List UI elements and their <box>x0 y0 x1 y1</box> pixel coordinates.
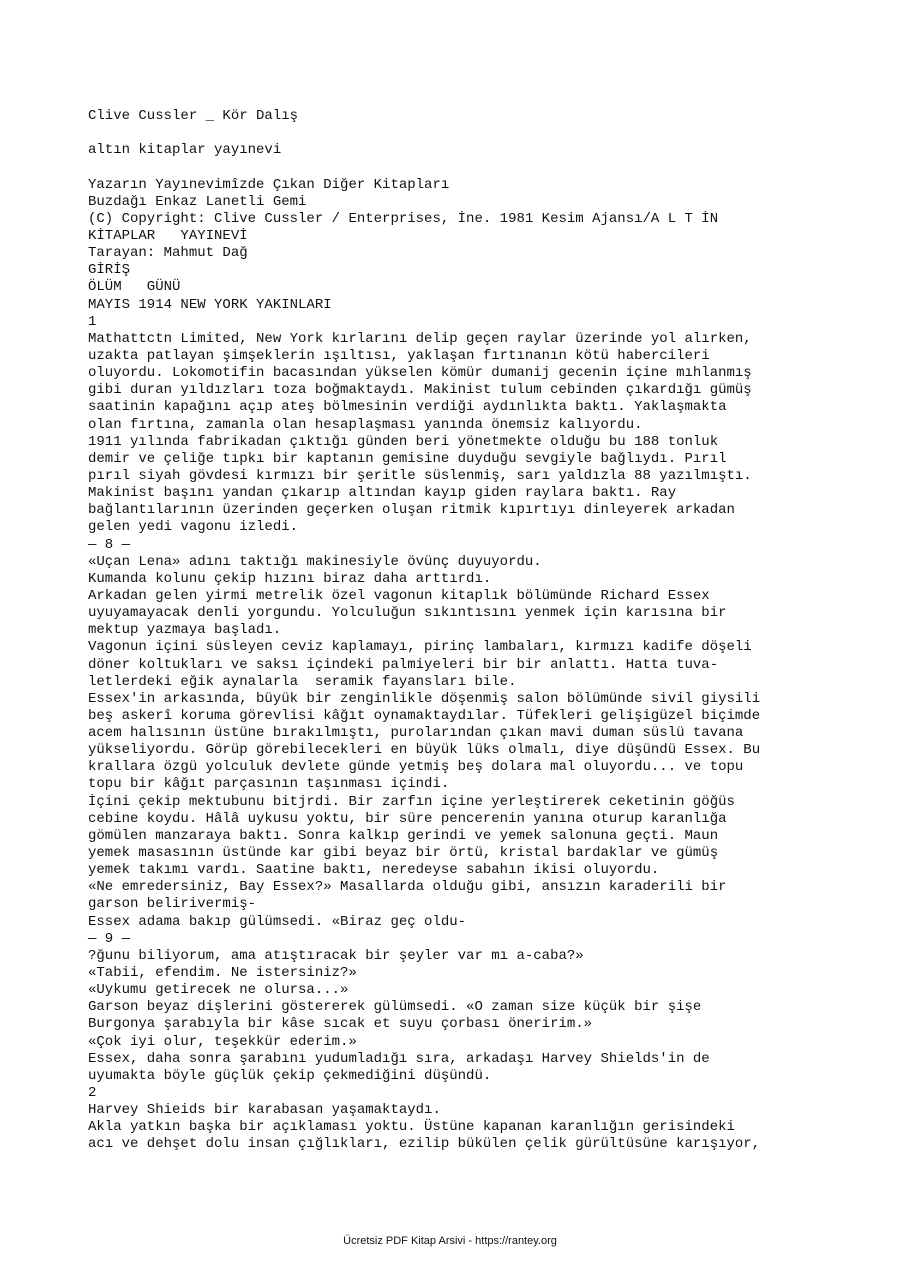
text-line: garson belirivermiş- <box>88 896 257 913</box>
text-line: mektup yazmaya başladı. <box>88 622 282 639</box>
text-line: cebine koydu. Hâlâ uykusu yoktu, bir süre pencerenin yanına oturup karanlığa <box>88 810 727 827</box>
text-line: Mathattctn Limited, New York kırlarını delip geçen raylar üzerinde yol alırken, <box>88 330 752 347</box>
text-line: uyuyamayacak denli yorgundu. Yolculuğun sıkıntısını yenmek için karısına bir <box>88 605 727 622</box>
text-line: uyumakta böyle güçlük çekip çekmediğini düşündü. <box>88 1067 492 1084</box>
text-lines <box>88 177 878 1154</box>
text-line: uzakta patlayan şimşeklerin ışıltısı, yaklaşan fırtınanın kötü habercileri <box>88 347 710 364</box>
text-line: bağlantılarının üzerinden geçerken oluşan ritmik kıpırtıyı dinleyerek arkadan <box>88 502 735 519</box>
text-line: Vagonun içini süsleyen ceviz kaplamayı, pirinç lambaları, kırmızı kadife döşeli <box>88 639 752 656</box>
text-line: gelen yedi vagonu izledi. <box>88 519 299 536</box>
text-line: saatinin kapağını açıp ateş bölmesinin verdiği aydınlıkta baktı. Yaklaşmakta <box>88 399 727 416</box>
blank-line <box>88 159 878 176</box>
text-line: «Tabii, efendim. Ne istersiniz?» <box>88 965 357 982</box>
text-line: Burgonya şarabıyla bir kâse sıcak et suyu çorbası öneririm.» <box>88 1016 593 1033</box>
text-line: demir ve çeliğe tıpkı bir kaptanın gemisine duyduğu sevgiyle bağlıydı. Pırıl <box>88 450 727 467</box>
text-line: «Ne emredersiniz, Bay Essex?» Masallarda olduğu gibi, ansızın karaderili bir <box>88 879 727 896</box>
text-line: olan fırtına, zamanla olan hesaplaşması yanında önemsiz kalıyordu. <box>88 416 643 433</box>
text-line: gömülen manzaraya baktı. Sonra kalkıp gerindi ve yemek salonuna geçti. Maun <box>88 827 719 844</box>
text-line: oluyordu. Lokomotifin bacasından yükselen kömür dumanij gecenin içine mıhlanmış <box>88 365 752 382</box>
text-line: Akla yatkın başka bir açıklaması yoktu. Üstüne kapanan karanlığın gerisindeki <box>88 1119 735 1136</box>
text-line: acem halısının üstüne bırakılmıştı, purolarından çıkan mavi duman süslü tavana <box>88 725 744 742</box>
text-line: MAYIS 1914 NEW YORK YAKINLARI <box>88 296 332 313</box>
text-line: Essex'in arkasında, büyük bir zenginlikle döşenmiş salon bölümünde sivil giysili <box>88 690 761 707</box>
text-line: 2 <box>88 1085 97 1102</box>
text-line: Yazarın Yayınevimîzde Çıkan Diğer Kitapları <box>88 176 450 193</box>
text-line: Harvey Shieids bir karabasan yaşamaktaydı. <box>88 1102 441 1119</box>
blank-line <box>88 125 878 142</box>
text-line: «Uykumu getirecek ne olursa...» <box>88 982 349 999</box>
text-line: krallara özgü yolculuk devlete günde yetmiş beş dolara mal oluyordu... ve topu <box>88 759 744 776</box>
text-line: ÖLÜM GÜNÜ <box>88 279 181 296</box>
text-line: Garson beyaz dişlerini göstererek gülümsedi. «O zaman size küçük bir şişe <box>88 999 702 1016</box>
publisher-line: altın kitaplar yayınevi <box>88 142 282 159</box>
text-line: «Uçan Lena» adını taktığı makinesiyle övünç duyuyordu. <box>88 553 542 570</box>
text-line: Tarayan: Mahmut Dağ <box>88 245 248 262</box>
book-title: Clive Cussler _ Kör Dalış <box>88 108 299 124</box>
text-line: Makinist başını yandan çıkarıp altından kayıp giden raylara baktı. Ray <box>88 485 677 502</box>
text-line: GİRİŞ <box>88 262 131 279</box>
text-line: — 8 — <box>88 536 131 553</box>
text-line: topu bir kâğıt parçasının taşınması içindi. <box>88 776 450 793</box>
text-line: gibi duran yıldızları toza boğmaktaydı. Makinist tulum cebinden çıkardığı gümüş <box>88 382 752 399</box>
text-line: «Çok iyi olur, teşekkür ederim.» <box>88 1033 357 1050</box>
text-line: ?ğunu biliyorum, ama atıştıracak bir şeyler var mı a-caba?» <box>88 947 584 964</box>
text-line: 1 <box>88 313 97 330</box>
text-line: acı ve dehşet dolu insan çığlıkları, ezilip bükülen çelik gürültüsüne karışıyor, <box>88 1136 761 1153</box>
document-body <box>88 108 878 1154</box>
text-line: beş askerî koruma görevlisi kâğıt oynamaktaydılar. Tüfekleri gelişigüzel biçimde <box>88 707 761 724</box>
text-line: Buzdağı Enkaz Lanetli Gemi <box>88 193 307 210</box>
text-line: Arkadan gelen yirmi metrelik özel vagonun kitaplık bölümünde Richard Essex <box>88 587 710 604</box>
text-line: yükseliyordu. Görüp görebilecekleri en büyük lüks olmalı, diye düşündü Essex. Bu <box>88 742 761 759</box>
text-line: Essex, daha sonra şarabını yudumladığı sıra, arkadaşı Harvey Shields'in de <box>88 1050 710 1067</box>
text-line: Kumanda kolunu çekip hızını biraz daha arttırdı. <box>88 570 492 587</box>
text-line: Essex adama bakıp gülümsedi. «Biraz geç oldu- <box>88 913 467 930</box>
footer-credit: Ücretsiz PDF Kitap Arsivi - https://rantey.org <box>343 1235 557 1247</box>
text-line: (C) Copyright: Clive Cussler / Enterprises, İne. 1981 Kesim Ajansı/A L T İN <box>88 210 719 227</box>
text-line: 1911 yılında fabrikadan çıktığı günden beri yönetmekte olduğu bu 188 tonluk <box>88 433 719 450</box>
text-line: yemek masasının üstünde kar gibi beyaz bir örtü, kristal bardaklar ve gümüş <box>88 845 719 862</box>
text-line: KİTAPLAR YAYINEVİ <box>88 227 248 244</box>
text-line: letlerdeki eğik aynalarla seramik fayansları bile. <box>88 673 517 690</box>
text-line: döner koltukları ve saksı içindeki palmiyeleri bir bir anlattı. Hatta tuva- <box>88 656 719 673</box>
text-line: yemek takımı vardı. Saatine baktı, neredeyse sabahın ikisi oluyordu. <box>88 862 660 879</box>
text-line: İçini çekip mektubunu bitjrdi. Bir zarfın içine yerleştirerek ceketinin göğüs <box>88 793 735 810</box>
text-line: pırıl siyah gövdesi kırmızı bir şeritle süslenmiş, sarı yaldızla 88 yazılmıştı. <box>88 467 752 484</box>
text-line: — 9 — <box>88 930 131 947</box>
